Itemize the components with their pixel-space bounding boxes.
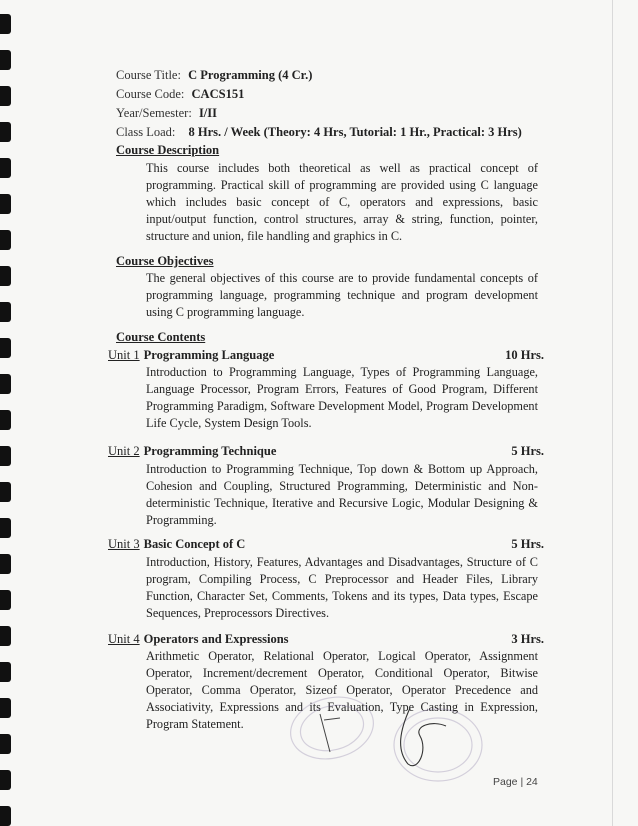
unit-4-heading [108,632,544,647]
unit-2-heading [108,444,544,459]
unit-1-hours: 10 Hrs. [505,348,544,362]
unit-1-number: Unit 1 [108,348,140,362]
unit-1-heading [108,348,544,363]
unit-3-hours: 5 Hrs. [511,537,544,551]
course-description-text: This course includes both theoretical as well as practical concept of programming. Practical skill of programming are provided using C language which includes basic concept of C, operators and expressions, basic input/output function, control structures, array & string, function, pointer, structure and union, file handling and graphics in C. [146,161,538,243]
page-number: Page | 24 [493,776,538,788]
unit-1-text: Introduction to Programming Language, Types of Programming Language, Language Processor, Program Errors, Features of Good Program, Different Programming Paradigm, Software Development Model, Program Development Life Cycle, System Design Tools. [146,365,538,430]
unit-2-hours: 5 Hrs. [511,444,544,458]
signature-stamp-icon [260,690,490,790]
binding-holes [0,0,14,826]
page-edge-line [612,0,613,826]
unit-2-text: Introduction to Programming Technique, Top down & Bottom up Approach, Cohesion and Coupling, Structured Programming, Deterministic and Non-deterministic Technique, Iterative and Recursive Logic, Modular Designing & Programming. [146,462,538,527]
year-semester-row [116,104,522,123]
unit-4-number: Unit 4 [108,632,140,646]
class-load-value: 8 Hrs. / Week (Theory: 4 Hrs, Tutorial: 1 Hr., Practical: 3 Hrs) [188,125,522,139]
unit-3-text: Introduction, History, Features, Advantages and Disadvantages, Structure of C program, Compiling Process, C Preprocessor and Header Files, Library Function, Character Set, Comments, Tokens and its types, Data types, Escape Sequences, Preprocessors Directives. [146,555,538,620]
unit-1-title: Programming Language [143,348,275,362]
course-title-row [116,66,522,85]
course-code-row [116,85,522,104]
class-load-row [116,123,522,142]
course-objectives-text: The general objectives of this course are to provide fundamental concepts of programming language, programming technique and program development using C programming language. [146,271,538,319]
unit-4-hours: 3 Hrs. [511,632,544,646]
unit-3-heading [108,537,544,552]
year-semester-label: Year/Semester: [116,106,192,120]
course-description-title: Course Description [116,143,220,157]
course-header [116,66,522,142]
course-objectives-title: Course Objectives [116,254,214,268]
course-code-value: CACS151 [191,87,245,101]
unit-2-title: Programming Technique [143,444,277,458]
unit-3-number: Unit 3 [108,537,140,551]
course-title-value: C Programming (4 Cr.) [188,68,313,82]
unit-3-title: Basic Concept of C [143,537,246,551]
course-contents-title: Course Contents [116,330,206,344]
course-title-label: Course Title: [116,68,181,82]
year-semester-value: I/II [198,106,218,120]
unit-4-title: Operators and Expressions [143,632,289,646]
unit-2-number: Unit 2 [108,444,140,458]
unit-4-text: Arithmetic Operator, Relational Operator, Logical Operator, Assignment Operator, Increment/decrement Operator, Conditional Operator, Bitwise Operator, Comma Operator, Sizeof Operator, Operator Precedence and Associativity, Expressions and its Evaluation, Type Casting in Expression, Program Statement. [146,649,538,731]
class-load-label: Class Load: [116,125,176,139]
course-code-label: Course Code: [116,87,185,101]
